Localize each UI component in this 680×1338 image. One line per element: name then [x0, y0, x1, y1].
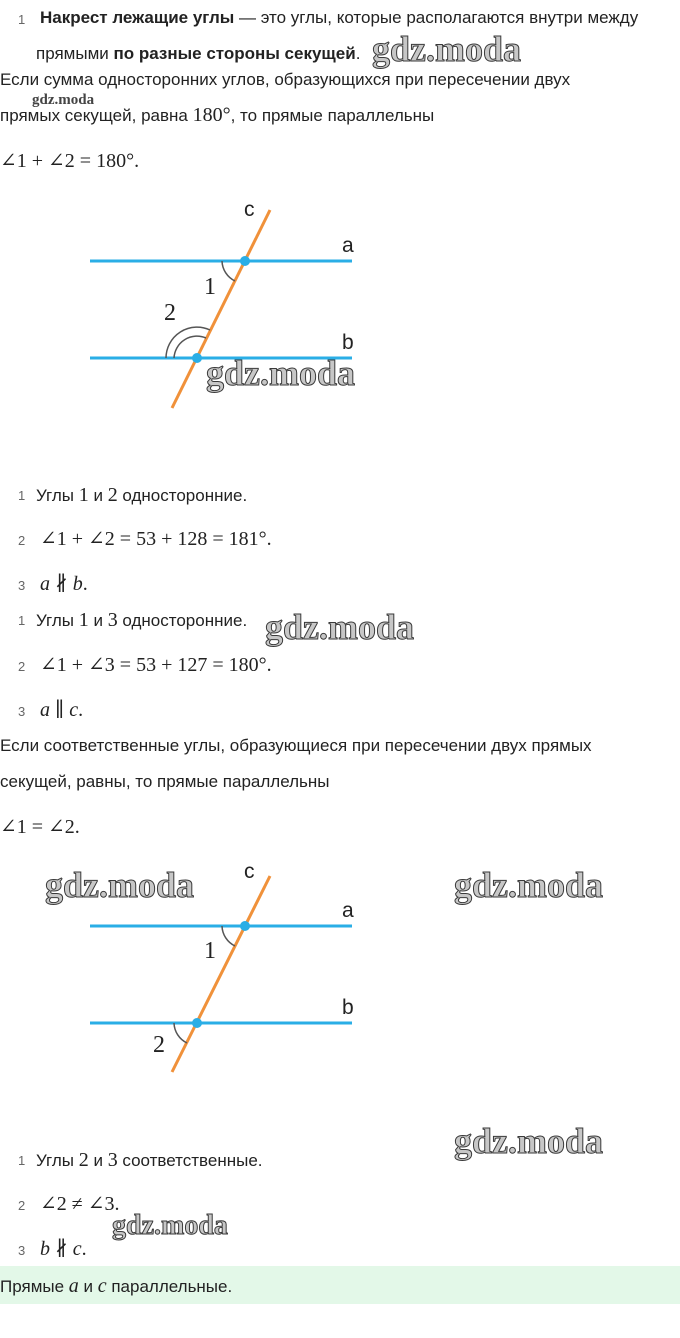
intro-line-1 — [40, 8, 638, 28]
math-rel: ∦ — [55, 573, 68, 595]
math-var: c — [69, 699, 79, 721]
term-bold: по разные стороны секущей — [113, 44, 356, 63]
step-conclusion — [40, 1236, 87, 1261]
intersection-point — [240, 921, 250, 931]
list-number: 1 — [18, 12, 26, 27]
step-number: 1 — [18, 613, 26, 628]
step-number: 2 — [18, 659, 26, 674]
step-text: и — [88, 1151, 108, 1170]
step-formula: ∠1 + ∠2 = 53 + 128 = 181°. — [40, 528, 272, 550]
theorem-text: , то прямые параллельны — [230, 106, 435, 125]
term-bold: Накрест лежащие углы — [40, 8, 235, 27]
answer-box — [0, 1266, 680, 1304]
theorem1-line-1: Если сумма односторонних углов, образующихся при пересечении двух — [0, 70, 571, 89]
step-number: 3 — [18, 1243, 26, 1258]
label-c: c — [244, 198, 255, 221]
watermark: gdz.moda — [372, 29, 522, 69]
label-b: b — [342, 331, 354, 354]
math-var: b — [40, 1238, 50, 1260]
label-a: a — [342, 899, 354, 922]
label-a: a — [342, 234, 354, 257]
math: 2 — [107, 484, 118, 506]
intro-line-2 — [36, 44, 360, 64]
watermark: gdz.moda — [265, 607, 415, 647]
intro-text: — это углы, которые располагаются внутри между — [234, 8, 639, 27]
step-text: Углы — [36, 486, 79, 505]
step-conclusion — [40, 697, 83, 722]
math: 2 — [78, 1149, 89, 1171]
step-text: односторонние. — [117, 611, 248, 630]
math-rel: ∥ — [55, 699, 65, 721]
math-var: a — [68, 1275, 79, 1297]
step-number: 3 — [18, 578, 26, 593]
label-b: b — [342, 996, 354, 1019]
label-c: c — [244, 860, 255, 883]
math: 3 — [107, 1149, 118, 1171]
intersection-point — [240, 256, 250, 266]
math: 3 — [107, 609, 118, 631]
step-text — [36, 1149, 263, 1172]
step-number: 1 — [18, 488, 26, 503]
step-number: 2 — [18, 1198, 26, 1213]
watermark: gdz.moda — [454, 1121, 604, 1161]
math-var: c — [97, 1275, 107, 1297]
angle-1-arc — [222, 926, 235, 946]
label-angle-1: 1 — [204, 938, 216, 964]
label-angle-2: 2 — [153, 1032, 165, 1058]
math-rel: ∦ — [55, 1238, 68, 1260]
step-text: и — [88, 486, 108, 505]
step-conclusion — [40, 571, 88, 596]
watermark: gdz.moda — [112, 1210, 228, 1241]
step-text: соответственные. — [117, 1151, 263, 1170]
answer-text: параллельные. — [106, 1277, 233, 1296]
watermark: gdz.moda — [206, 353, 356, 393]
angle-2-arc — [174, 1023, 187, 1043]
intro-text: прямыми — [36, 44, 114, 63]
step-number: 2 — [18, 533, 26, 548]
step-number: 1 — [18, 1153, 26, 1168]
theorem2-line-2: секущей, равны, то прямые параллельны — [0, 772, 330, 791]
watermark: gdz.moda — [45, 865, 195, 905]
watermark: gdz.moda — [32, 92, 95, 108]
watermark: gdz.moda — [454, 865, 604, 905]
step-formula: ∠2 ≠ ∠3. — [40, 1193, 120, 1215]
theorem2-formula: ∠1 = ∠2. — [0, 816, 80, 838]
angle-value: 180° — [192, 104, 231, 126]
label-angle-2: 2 — [164, 300, 176, 326]
theorem1-formula: ∠1 + ∠2 = 180°. — [0, 150, 140, 172]
theorem1-line-2 — [0, 104, 434, 127]
math: . — [78, 699, 84, 721]
label-angle-1: 1 — [204, 274, 216, 300]
answer-text: Прямые — [0, 1277, 69, 1296]
math: . — [82, 573, 88, 595]
step-formula: ∠1 + ∠3 = 53 + 127 = 180°. — [40, 654, 272, 676]
math-var: c — [72, 1238, 82, 1260]
step-text: и — [88, 611, 108, 630]
step-number: 3 — [18, 704, 26, 719]
math-var: b — [72, 573, 83, 595]
intersection-point — [192, 353, 202, 363]
step-text: Углы — [36, 611, 79, 630]
theorem2-line-1: Если соответственные углы, образующиеся при пересечении двух прямых — [0, 736, 592, 755]
math-var: a — [40, 573, 50, 595]
theorem-text: прямых секущей, равна — [0, 106, 193, 125]
math: . — [81, 1238, 87, 1260]
step-text: односторонние. — [117, 486, 248, 505]
angle-1-arc — [222, 261, 235, 281]
step-text: Углы — [36, 1151, 79, 1170]
answer-text — [0, 1275, 232, 1298]
math: 1 — [78, 484, 89, 506]
answer-text: и — [78, 1277, 98, 1296]
math: 1 — [78, 609, 89, 631]
intro-text: . — [355, 44, 361, 63]
intersection-point — [192, 1018, 202, 1028]
math-var: a — [40, 699, 50, 721]
step-text — [36, 609, 247, 632]
step-text — [36, 484, 247, 507]
